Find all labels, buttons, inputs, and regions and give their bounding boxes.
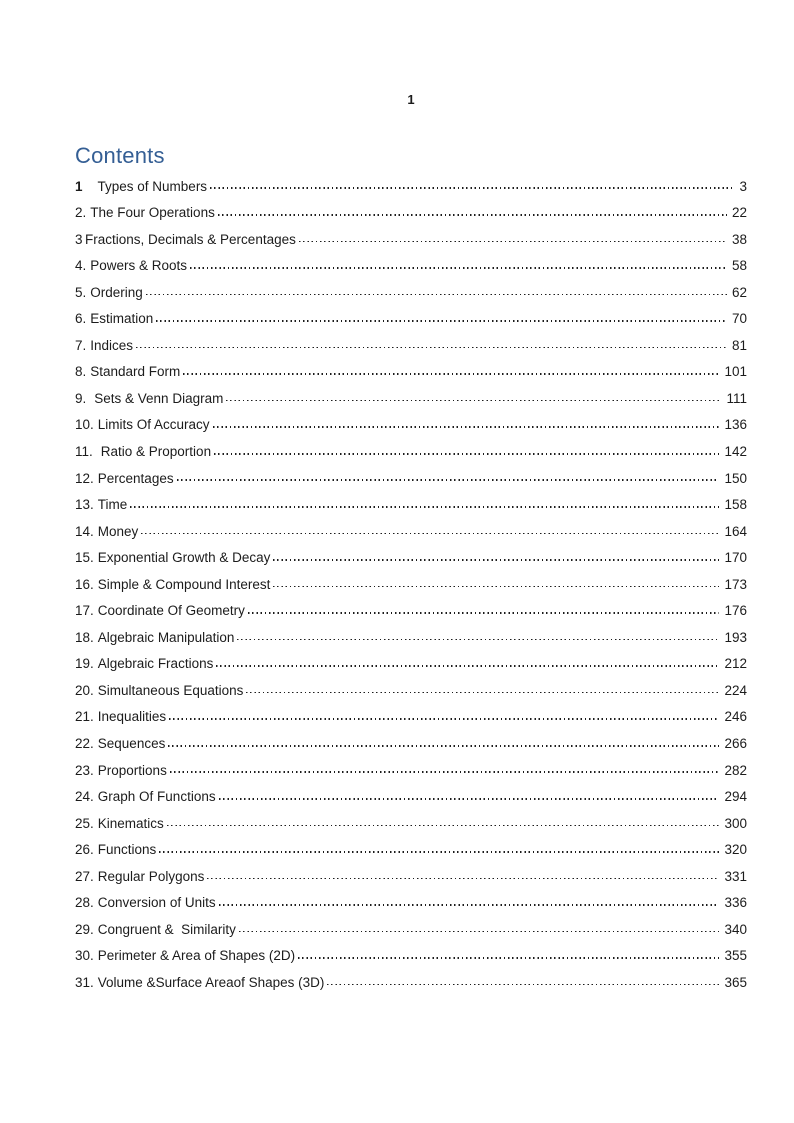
- toc-entry[interactable]: [75, 942, 747, 969]
- toc-entry-title: Sets & Venn Diagram: [94, 390, 224, 406]
- toc-entry-page: 282: [724, 762, 747, 778]
- toc-entry-title: Types of Numbers: [97, 178, 208, 194]
- toc-entry-page: 38: [731, 231, 747, 247]
- toc-entry-title: Exponential Growth & Decay: [97, 550, 271, 566]
- toc-entry[interactable]: [75, 968, 747, 995]
- toc-entry-page: 111: [726, 390, 747, 406]
- dot-leader: [219, 798, 720, 800]
- dot-leader: [177, 479, 720, 481]
- dot-leader: [170, 771, 720, 773]
- toc-entry[interactable]: [75, 623, 747, 650]
- toc-entry-number: 8.: [75, 364, 87, 380]
- toc-entry-page: 365: [724, 974, 747, 990]
- toc-entry-title: Inequalities: [97, 709, 167, 725]
- toc-entry-page: 58: [731, 258, 747, 274]
- dot-leader: [190, 267, 727, 269]
- toc-entry-page: 3: [739, 178, 747, 194]
- toc-entry-number: 21.: [75, 709, 94, 725]
- dot-leader: [130, 506, 719, 508]
- toc-entry-page: 170: [724, 550, 747, 566]
- table-of-contents: [75, 172, 747, 995]
- toc-entry-number: 1: [75, 178, 83, 194]
- toc-entry-title: Algebraic Manipulation: [97, 629, 235, 645]
- toc-entry-title: Regular Polygons: [97, 868, 205, 884]
- dot-leader: [156, 320, 727, 322]
- dot-leader: [239, 931, 720, 933]
- toc-entry-page: 136: [724, 417, 747, 433]
- toc-entry-title: Fractions, Decimals & Percentages: [85, 231, 296, 247]
- page-header-number: 1: [407, 92, 415, 107]
- toc-entry[interactable]: [75, 570, 747, 597]
- toc-entry-title: Standard Form: [90, 364, 181, 380]
- dot-leader: [183, 373, 719, 375]
- dot-leader: [327, 984, 719, 986]
- toc-entry-number: 6.: [75, 311, 87, 327]
- toc-entry-number: 26.: [75, 842, 94, 858]
- toc-entry-page: 101: [724, 364, 747, 380]
- toc-entry-title: Time: [97, 497, 128, 513]
- toc-entry-number: 13.: [75, 497, 94, 513]
- toc-entry-number: 19.: [75, 656, 94, 672]
- toc-entry-title: Limits Of Accuracy: [97, 417, 210, 433]
- dot-leader: [273, 559, 719, 561]
- toc-entry-number: 3: [75, 231, 83, 247]
- toc-entry-number: 7.: [75, 337, 87, 353]
- toc-entry-title: Ratio & Proportion: [100, 444, 212, 460]
- toc-entry[interactable]: [75, 411, 747, 438]
- toc-entry[interactable]: [75, 836, 747, 863]
- toc-entry-title: Indices: [90, 337, 134, 353]
- toc-entry-title: Simultaneous Equations: [97, 682, 244, 698]
- toc-entry-number: 10.: [75, 417, 94, 433]
- dot-leader: [226, 400, 721, 402]
- toc-entry-number: 9.: [75, 390, 87, 406]
- toc-entry-number: 2.: [75, 205, 87, 221]
- dot-leader: [299, 241, 727, 243]
- toc-entry-number: 24.: [75, 789, 94, 805]
- toc-entry-number: 22.: [75, 736, 94, 752]
- dot-leader: [214, 453, 719, 455]
- toc-entry-number: 16.: [75, 576, 94, 592]
- toc-entry-page: 173: [724, 576, 747, 592]
- toc-entry-page: 22: [731, 205, 747, 221]
- toc-entry[interactable]: [75, 384, 747, 411]
- toc-entry[interactable]: [75, 517, 747, 544]
- dot-leader: [219, 904, 720, 906]
- toc-entry-page: 300: [724, 815, 747, 831]
- toc-entry-page: 70: [731, 311, 747, 327]
- dot-leader: [168, 745, 719, 747]
- toc-entry-page: 246: [724, 709, 747, 725]
- toc-entry-number: 4.: [75, 258, 87, 274]
- toc-entry-title: The Four Operations: [90, 205, 215, 221]
- dot-leader: [141, 533, 719, 535]
- dot-leader: [207, 878, 719, 880]
- toc-entry-page: 355: [724, 948, 747, 964]
- toc-entry[interactable]: [75, 358, 747, 385]
- toc-entry-number: 14.: [75, 523, 94, 539]
- toc-entry-page: 266: [724, 736, 747, 752]
- toc-entry[interactable]: [75, 464, 747, 491]
- toc-entry-page: 62: [731, 284, 747, 300]
- toc-entry[interactable]: [75, 597, 747, 624]
- toc-entry-page: 142: [724, 444, 747, 460]
- toc-entry-number: 11.: [75, 444, 93, 460]
- toc-entry[interactable]: [75, 437, 747, 464]
- toc-entry[interactable]: [75, 252, 747, 279]
- toc-entry-title: Estimation: [90, 311, 154, 327]
- toc-entry-number: 15.: [75, 550, 94, 566]
- dot-leader: [213, 426, 720, 428]
- dot-leader: [218, 214, 727, 216]
- toc-entry[interactable]: [75, 172, 747, 199]
- dot-leader: [216, 665, 719, 667]
- toc-entry[interactable]: [75, 889, 747, 916]
- toc-entry[interactable]: [75, 650, 747, 677]
- toc-entry-title: Functions: [97, 842, 157, 858]
- toc-entry[interactable]: [75, 491, 747, 518]
- toc-entry-title: Conversion of Units: [97, 895, 216, 911]
- toc-entry-number: 29.: [75, 921, 94, 937]
- toc-entry-number: 31.: [75, 974, 94, 990]
- toc-entry-title: Simple & Compound Interest: [97, 576, 271, 592]
- toc-entry-title: Money: [97, 523, 139, 539]
- dot-leader: [167, 825, 720, 827]
- dot-leader: [210, 187, 734, 189]
- dot-leader: [298, 957, 719, 959]
- toc-entry-title: Proportions: [97, 762, 167, 778]
- toc-entry[interactable]: [75, 783, 747, 810]
- dot-leader: [169, 718, 719, 720]
- dot-leader: [136, 347, 727, 349]
- toc-entry-number: 25.: [75, 815, 94, 831]
- toc-entry-page: 164: [724, 523, 747, 539]
- toc-entry-number: 28.: [75, 895, 94, 911]
- toc-entry-page: 340: [724, 921, 747, 937]
- toc-entry-number: 18.: [75, 629, 94, 645]
- toc-entry-page: 176: [724, 603, 747, 619]
- toc-entry-page: 320: [724, 842, 747, 858]
- dot-leader: [246, 692, 719, 694]
- dot-leader: [248, 612, 720, 614]
- toc-entry[interactable]: [75, 756, 747, 783]
- toc-entry-title: Algebraic Fractions: [97, 656, 214, 672]
- toc-entry-number: 30.: [75, 948, 94, 964]
- toc-entry-page: 336: [724, 895, 747, 911]
- toc-entry-page: 150: [724, 470, 747, 486]
- toc-entry-title: Volume &Surface Areaof Shapes (3D): [97, 974, 325, 990]
- toc-entry-title: Congruent & Similarity: [97, 921, 236, 937]
- toc-entry[interactable]: [75, 544, 747, 571]
- toc-entry-title: Powers & Roots: [90, 258, 188, 274]
- toc-entry-page: 81: [731, 337, 747, 353]
- toc-entry-title: Perimeter & Area of Shapes (2D): [97, 948, 296, 964]
- dot-leader: [146, 294, 727, 296]
- toc-entry[interactable]: [75, 331, 747, 358]
- toc-entry[interactable]: [75, 305, 747, 332]
- toc-entry[interactable]: [75, 676, 747, 703]
- contents-heading: Contents: [75, 143, 165, 168]
- dot-leader: [237, 639, 719, 641]
- toc-entry-number: 12.: [75, 470, 94, 486]
- toc-entry-page: 294: [724, 789, 747, 805]
- toc-entry-title: Coordinate Of Geometry: [97, 603, 245, 619]
- toc-entry-page: 224: [724, 682, 747, 698]
- dot-leader: [273, 586, 719, 588]
- toc-entry[interactable]: [75, 199, 747, 226]
- toc-entry-number: 20.: [75, 682, 94, 698]
- toc-entry[interactable]: [75, 862, 747, 889]
- toc-entry[interactable]: [75, 703, 747, 730]
- toc-entry-title: Percentages: [97, 470, 174, 486]
- toc-entry-title: Ordering: [90, 284, 143, 300]
- toc-entry-number: 23.: [75, 762, 94, 778]
- toc-entry-page: 331: [724, 868, 747, 884]
- toc-entry-number: 27.: [75, 868, 94, 884]
- toc-entry-number: 5.: [75, 284, 87, 300]
- toc-entry[interactable]: [75, 809, 747, 836]
- toc-entry[interactable]: [75, 915, 747, 942]
- toc-entry[interactable]: [75, 729, 747, 756]
- toc-entry-number: 17.: [75, 603, 94, 619]
- toc-entry-page: 212: [724, 656, 747, 672]
- toc-entry[interactable]: [75, 278, 747, 305]
- toc-entry-page: 158: [724, 497, 747, 513]
- toc-entry-page: 193: [724, 629, 747, 645]
- toc-entry[interactable]: [75, 225, 747, 252]
- toc-entry-title: Kinematics: [97, 815, 164, 831]
- dot-leader: [159, 851, 719, 853]
- toc-entry-title: Graph Of Functions: [97, 789, 216, 805]
- toc-entry-title: Sequences: [97, 736, 166, 752]
